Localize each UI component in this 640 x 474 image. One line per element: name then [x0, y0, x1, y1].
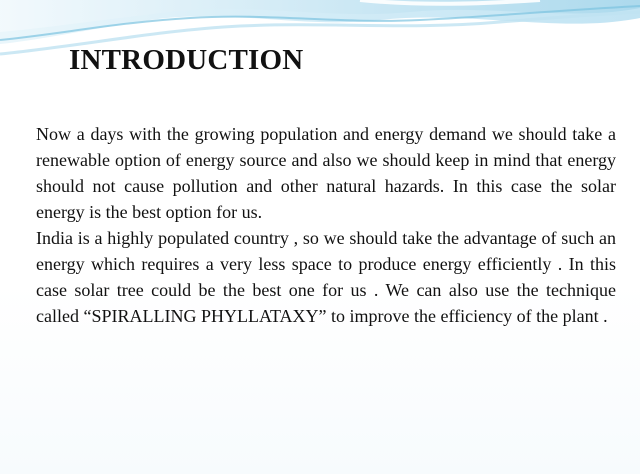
paragraph: Now a days with the growing population and energy demand we should take a renewable option of energy source and also we should keep in mind that energy should not cause pollution and other natural hazards. In this case the solar energy is the best option for us. [36, 124, 616, 222]
slide-title: INTRODUCTION [69, 44, 304, 76]
body-text [36, 121, 616, 329]
paragraph: India is a highly populated country , so we should take the advantage of such an energy which requires a very less space to produce energy efficiently . In this case solar tree could be the best one for us . We can also use the technique called “SPIRALLING PHYLLATAXY” to improve the efficiency of the plant . [36, 228, 616, 326]
